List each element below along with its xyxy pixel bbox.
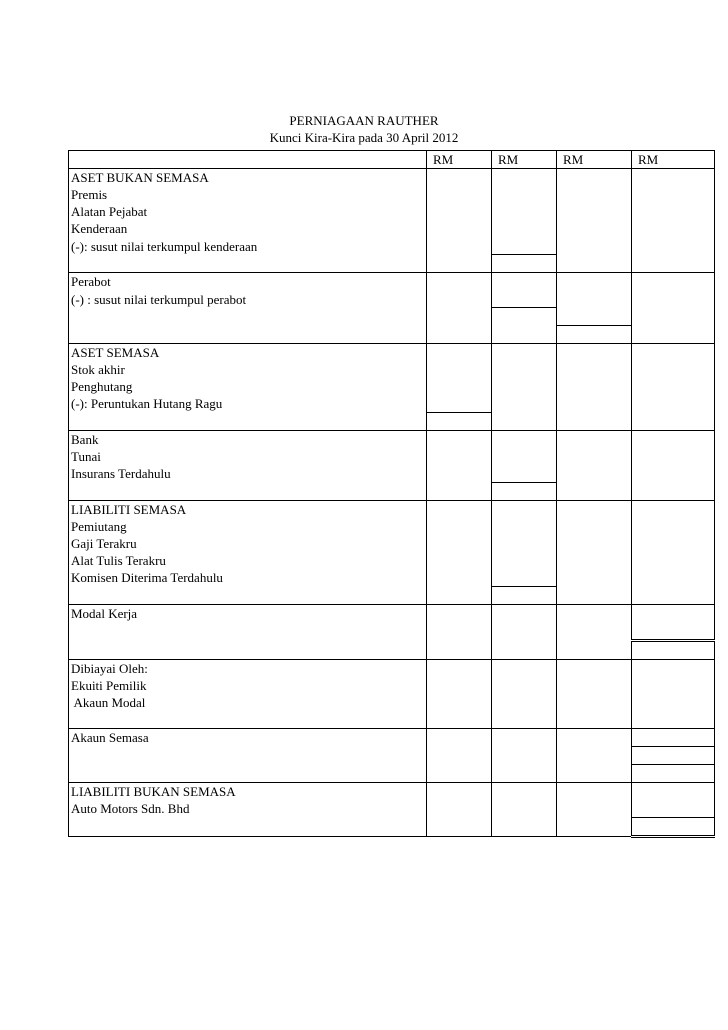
- row-label-gaji-terakru: Gaji Terakru: [69, 535, 427, 552]
- row-label-penghutang: Penghutang: [69, 378, 427, 395]
- row-label-premis: Premis: [69, 186, 427, 203]
- row-label-bank: Bank: [69, 430, 427, 448]
- row-label-alatan-pejabat: Alatan Pejabat: [69, 203, 427, 220]
- row-label-peruntukan-hutang-ragu: (-): Peruntukan Hutang Ragu: [69, 395, 427, 413]
- table-row: [69, 237, 715, 255]
- table-row: [69, 535, 715, 552]
- table-row: [69, 659, 715, 677]
- table-row: [69, 448, 715, 465]
- row-label-insurans-terdahulu: Insurans Terdahulu: [69, 465, 427, 483]
- table-row: [69, 290, 715, 308]
- table-row: [69, 220, 715, 237]
- section-heading-dibiayai-oleh: Dibiayai Oleh:: [69, 659, 427, 677]
- row-label-pemiutang: Pemiutang: [69, 518, 427, 535]
- business-name: PERNIAGAAN RAUTHER: [289, 113, 439, 128]
- table-row: [69, 694, 715, 711]
- table-row: [69, 782, 715, 800]
- statement-title: Kunci Kira-Kira pada 30 April 2012: [269, 130, 459, 145]
- table-row: [69, 640, 715, 659]
- column-header-rm-1: RM: [427, 151, 492, 169]
- table-row: [69, 482, 715, 500]
- table-row: [69, 764, 715, 782]
- table-row: [69, 361, 715, 378]
- table-row: [69, 308, 715, 326]
- table-row: [69, 325, 715, 343]
- row-label-akaun-semasa: Akaun Semasa: [69, 728, 427, 746]
- section-heading-aset-semasa: ASET SEMASA: [69, 343, 427, 361]
- table-row: [69, 622, 715, 641]
- table-row: [69, 728, 715, 746]
- section-heading-liabiliti-bukan-semasa: LIABILITI BUKAN SEMASA: [69, 782, 427, 800]
- table-row: [69, 518, 715, 535]
- table-row: [69, 604, 715, 622]
- row-label-komisen-diterima-terdahulu: Komisen Diterima Terdahulu: [69, 569, 427, 587]
- row-label-auto-motors: Auto Motors Sdn. Bhd: [69, 800, 427, 818]
- row-label-tunai: Tunai: [69, 448, 427, 465]
- table-row: [69, 817, 715, 836]
- table-row: [69, 500, 715, 518]
- table-row: [69, 677, 715, 694]
- row-label-perabot: Perabot: [69, 273, 427, 291]
- table-row: [69, 586, 715, 604]
- table-row: [69, 186, 715, 203]
- table-row: [69, 465, 715, 483]
- row-label-modal-kerja: Modal Kerja: [69, 604, 427, 622]
- label-column-header: [69, 151, 427, 169]
- row-label-susut-perabot: (-) : susut nilai terkumpul perabot: [69, 290, 427, 308]
- table-row: [69, 378, 715, 395]
- table-row: [69, 343, 715, 361]
- row-label-akaun-modal: Akaun Modal: [69, 694, 427, 711]
- table-row: [69, 169, 715, 187]
- column-header-row: [69, 151, 715, 169]
- row-label-ekuiti-pemilik: Ekuiti Pemilik: [69, 677, 427, 694]
- table-row: [69, 395, 715, 413]
- section-heading-liabiliti-semasa: LIABILITI SEMASA: [69, 500, 427, 518]
- table-row: [69, 430, 715, 448]
- row-label-stok-akhir: Stok akhir: [69, 361, 427, 378]
- table-row: [69, 552, 715, 569]
- section-heading-aset-bukan-semasa: ASET BUKAN SEMASA: [69, 169, 427, 187]
- row-label-kenderaan: Kenderaan: [69, 220, 427, 237]
- table-row: [69, 255, 715, 273]
- row-label-alat-tulis-terakru: Alat Tulis Terakru: [69, 552, 427, 569]
- column-header-rm-2: RM: [492, 151, 557, 169]
- table-row: [69, 711, 715, 729]
- row-label-susut-kenderaan: (-): susut nilai terkumpul kenderaan: [69, 237, 427, 255]
- column-header-rm-3: RM: [557, 151, 632, 169]
- table-row: [69, 746, 715, 764]
- column-header-rm-4: RM: [632, 151, 715, 169]
- table-row: [69, 569, 715, 587]
- table-row: [69, 273, 715, 291]
- table-row: [69, 800, 715, 818]
- table-row: [69, 203, 715, 220]
- balance-sheet-table: [68, 150, 715, 838]
- table-row: [69, 412, 715, 430]
